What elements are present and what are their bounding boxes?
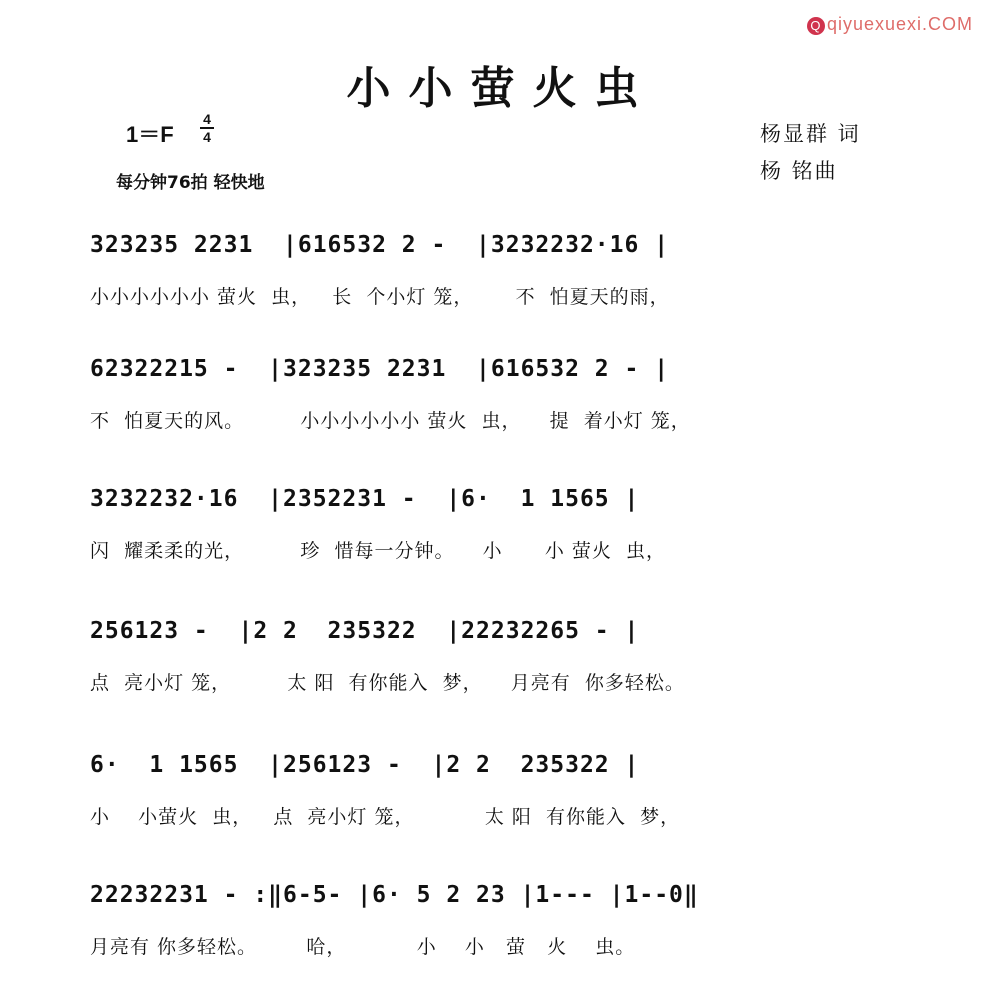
lyrics-line: 不 怕夏天的风。 小小小小小小 萤火 虫， 提 着小灯 笼，	[90, 410, 691, 432]
lyrics-line: 闪 耀柔柔的光， 珍 惜每一分钟。 小 小 萤火 虫，	[90, 540, 666, 562]
notation-line: 6· 1 1565 |256123 - |2 2 235322 |	[90, 752, 640, 778]
time-signature	[200, 112, 214, 144]
composer-credit: 杨 铭曲	[760, 159, 838, 183]
notation-line: 22232231 - :‖6-5- |6· 5 2 23 |1--- |1--0‖	[90, 882, 699, 908]
watermark-text: qiyuexuexi.COM	[826, 14, 973, 34]
tempo-marking: 每分钟76拍 轻快地	[116, 173, 265, 193]
song-title: 小小萤火虫	[346, 63, 657, 114]
lyrics-line: 小小小小小小 萤火 虫， 长 个小灯 笼， 不 怕夏天的雨，	[90, 286, 670, 308]
time-signature-bottom: 4	[203, 129, 211, 145]
time-signature-top: 4	[203, 111, 211, 127]
watermark-logo-icon: Q	[807, 17, 825, 35]
notation-line: 62322215 - |323235 2231 |616532 2 - |	[90, 356, 670, 382]
notation-line: 3232232·16 |2352231 - |6· 1 1565 |	[90, 486, 640, 512]
notation-line: 256123 - |2 2 235322 |22232265 - |	[90, 618, 640, 644]
lyricist-credit: 杨显群 词	[760, 122, 861, 146]
notation-line: 323235 2231 |616532 2 - |3232232·16 |	[90, 232, 670, 258]
lyrics-line: 小 小萤火 虫， 点 亮小灯 笼， 太 阳 有你能入 梦，	[90, 806, 681, 828]
lyrics-line: 月亮有 你多轻松。 哈， 小 小 萤 火 虫。	[90, 936, 636, 958]
watermark	[807, 14, 973, 35]
key-signature: 1＝F	[126, 122, 174, 147]
lyrics-line: 点 亮小灯 笼， 太 阳 有你能入 梦， 月亮有 你多轻松。	[90, 672, 685, 694]
